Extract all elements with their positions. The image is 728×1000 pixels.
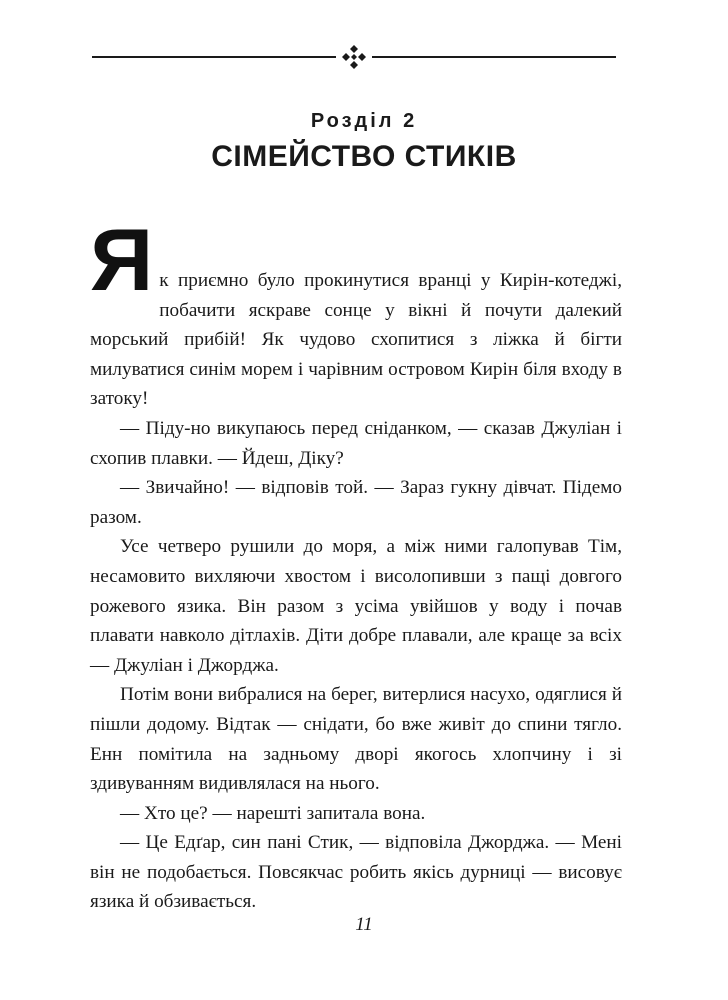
header-ornament [92, 44, 616, 70]
paragraph-text: к приємно було прокинутися вранці у Кирін-котеджі, побачити яскраве сонце у вікні й почути далекий морський прибій! Як чудово схопитися з ліжка й бігти милуватися синім морем і чарівним островом Кирін біля входу в затоку! [90, 270, 622, 410]
paragraph: — Звичайно! — відповів той. — Зараз гукну дівчат. Підемо разом. [90, 477, 622, 528]
page-number: 11 [355, 914, 373, 935]
chapter-body [90, 210, 622, 917]
paragraph: — Піду-но викупаюсь перед сніданком, — сказав Джуліан і схопив плавки. — Йдеш, Діку? [90, 417, 622, 469]
ornament-line-left [92, 56, 336, 58]
paragraph: — Хто це? — нарешті запитала вона. [120, 802, 426, 824]
ornament-line-right [372, 56, 616, 58]
chapter-label: Розділ 2 [310, 110, 418, 132]
diamond-ornament-icon [339, 44, 369, 70]
drop-cap: Я [90, 210, 154, 309]
paragraph: — Це Едґар, син пані Стик, — відповіла Джорджа. — Мені він не подобається. Повсякчас робить якісь дурниці — висовує язика й обзивається. [90, 832, 622, 913]
dropcap-spacer [90, 218, 622, 266]
chapter-title: СІМЕЙСТВО СТИКІВ [211, 140, 517, 173]
paragraph: Усе четверо рушили до моря, а між ними галопував Тім, несамовито вихляючи хвостом і висолопивши з пащі довгого рожевого язика. Він разом з усіма увійшов у воду і почав плавати навколо дітлахів. Діти добре плавали, але краще за всіх — Джуліан і Джорджа. [90, 536, 622, 676]
paragraph: Потім вони вибралися на берег, витерлися насухо, одяглися й пішли додому. Відтак — снідати, бо вже живіт до спини тягло. Енн помітила на задньому дворі якогось хлопчину і зі здивуванням видивлялася на нього. [90, 684, 622, 795]
paragraph [90, 210, 622, 414]
